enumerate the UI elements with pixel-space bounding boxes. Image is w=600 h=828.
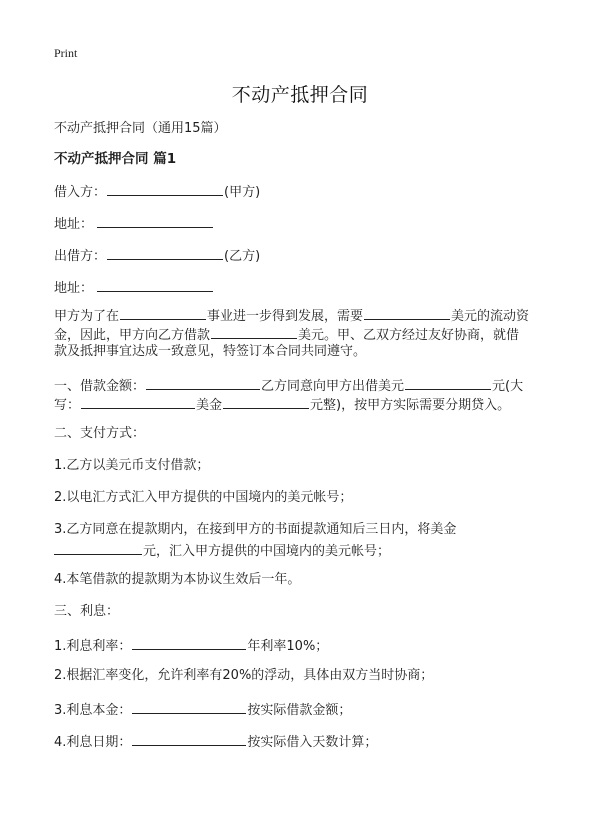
preamble-text: 美元的流动资 [451, 309, 530, 324]
clause3-item-2: 2.根据汇率变化，允许利率有20%的浮动，具体由双方当时协商； [54, 668, 434, 683]
loan-amount-field-blank [146, 375, 260, 390]
lender-address-blank [97, 277, 213, 292]
interest-rate-blank [132, 635, 246, 650]
lender-label: 出借方： [54, 249, 107, 264]
clause3-title: 三、利息： [54, 604, 120, 619]
lender-address-line [54, 277, 214, 298]
clause1-text: 元(大 [492, 379, 524, 394]
preamble-line-2 [54, 324, 519, 345]
preamble-line-1 [54, 305, 529, 326]
usd-words-blank [223, 394, 309, 409]
clause2-title: 二、支付方式： [54, 426, 146, 441]
interest-rate-label: 1.利息利率： [54, 639, 132, 654]
lender-address-label: 地址： [54, 281, 94, 296]
document-subtitle: 不动产抵押合同（通用15篇） [54, 121, 227, 136]
clause1-text: 写： [54, 398, 81, 413]
print-link[interactable]: Print [54, 46, 78, 60]
clause1-text: 元整)，按甲方实际需要分期贷入。 [310, 398, 511, 413]
borrower-address-label: 地址： [54, 217, 94, 232]
clause2-item-2: 2.以电汇方式汇入甲方提供的中国境内的美元帐号； [54, 490, 353, 505]
clause3-item-4 [54, 731, 377, 752]
interest-principal-blank [132, 699, 246, 714]
borrower-label: 借入方： [54, 185, 107, 200]
borrower-suffix: (甲方) [224, 185, 261, 200]
interest-rate-suffix: 年利率10%； [247, 639, 329, 654]
preamble-line-3 [54, 343, 366, 361]
borrower-address-blank [97, 213, 213, 228]
borrower-line [54, 181, 260, 202]
clause2-item-1: 1.乙方以美元币支付借款； [54, 458, 210, 473]
capital-blank [364, 305, 450, 320]
clause1-label: 一、借款金额： [54, 379, 146, 394]
clause3-item-3 [54, 699, 351, 720]
preamble-text: 美元。甲、乙双方经过友好协商，就借 [298, 328, 520, 343]
capital-amount-blank [81, 394, 195, 409]
lender-blank [107, 245, 223, 260]
clause2-item-3a: 3.乙方同意在提款期内，在接到甲方的书面提款通知后三日内，将美金 [54, 522, 457, 537]
interest-principal-label: 3.利息本金： [54, 703, 132, 718]
clause1-text: 美金 [196, 398, 223, 413]
document-title: 不动产抵押合同 [231, 84, 369, 106]
clause1-line-1 [54, 375, 523, 396]
clause2-item-3b [54, 540, 390, 561]
clause1-text: 乙方同意向甲方出借美元 [261, 379, 405, 394]
section-heading: 不动产抵押合同 篇1 [54, 151, 177, 167]
clause3-item-1 [54, 635, 328, 656]
interest-principal-suffix: 按实际借款金额； [247, 703, 352, 718]
preamble-text: 事业进一步得到发展，需要 [207, 309, 364, 324]
preamble-text: 款及抵押事宜达成一致意见，特签订本合同共同遵守。 [54, 344, 367, 359]
preamble-text: 甲方为了在 [54, 309, 120, 324]
loan-amount-blank [211, 324, 297, 339]
lender-line [54, 245, 260, 266]
lender-suffix: (乙方) [224, 249, 261, 264]
interest-date-suffix: 按实际借入天数计算； [247, 735, 378, 750]
borrower-blank [107, 181, 223, 196]
clause2-text: 元，汇入甲方提供的中国境内的美元帐号； [143, 544, 391, 559]
clause2-item-4: 4.本笔借款的提款期为本协议生效后一年。 [54, 572, 301, 587]
preamble-text: 金，因此，甲方向乙方借款 [54, 328, 211, 343]
business-blank [120, 305, 206, 320]
interest-date-blank [132, 731, 246, 746]
interest-date-label: 4.利息日期： [54, 735, 132, 750]
transfer-amount-blank [54, 540, 142, 555]
borrower-address-line [54, 213, 214, 234]
usd-amount-blank [405, 375, 491, 390]
clause1-line-2 [54, 394, 510, 415]
